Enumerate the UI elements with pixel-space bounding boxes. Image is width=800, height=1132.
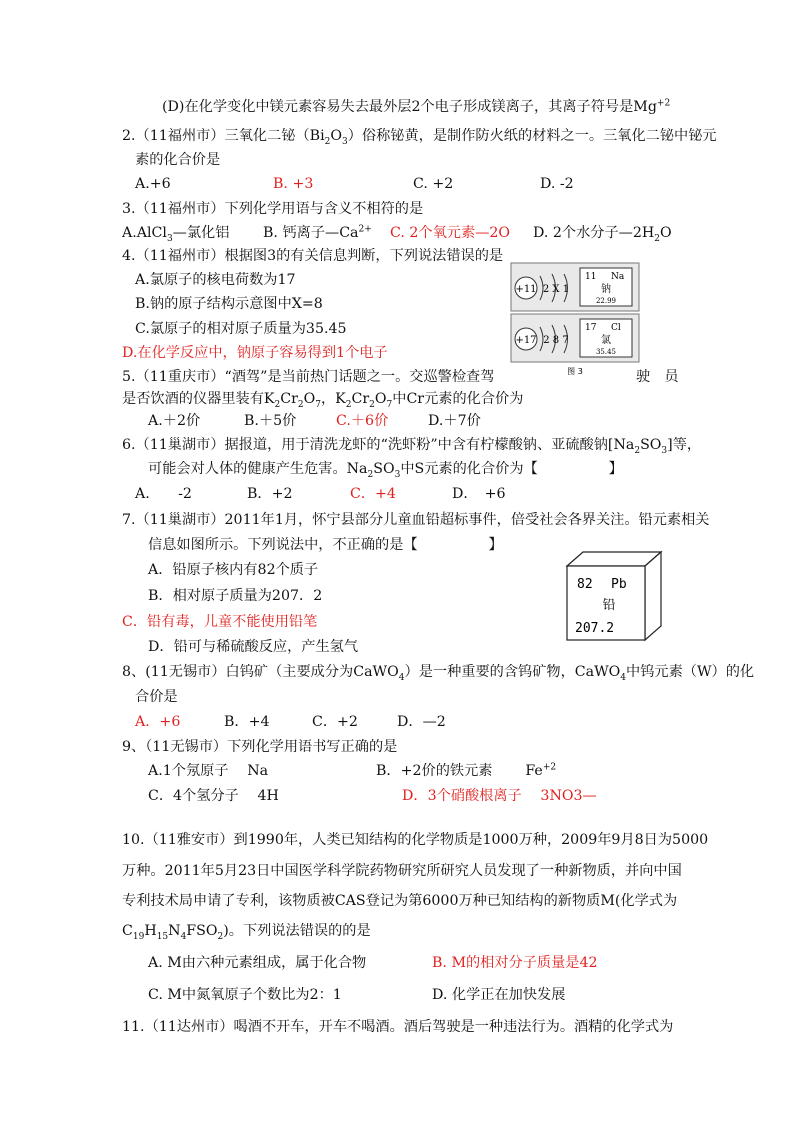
cl-shells: 2 8 7 xyxy=(543,335,569,346)
q7-option-d: D．铅可与稀硫酸反应，产生氢气 xyxy=(148,639,359,655)
q4-stem: 4.（11福州市）根据图3的有关信息判断，下列说法错误的是 xyxy=(122,248,504,264)
na-mass: 22.99 xyxy=(595,297,617,305)
q8-stem-line1: 8、(11无锡市）白钨矿（主要成分为CaWO$_4$）是一种重要的含钨矿物，CaWO$_4$中钨元素（W）的化 xyxy=(122,664,755,683)
q8-option-d: D．—2 xyxy=(397,714,446,730)
q7-option-c: C．铅有毒，儿童不能使用铅笔 xyxy=(122,614,318,630)
q9-option-c: C．4个氢分子 4H xyxy=(148,788,279,804)
q3-option-d: D. 2个水分子$—2H_2O$ xyxy=(533,225,672,244)
na-symbol: Na xyxy=(611,272,625,282)
q9-stem: 9、（11无锡市）下列化学用语书写正确的是 xyxy=(122,739,398,755)
q1-option-d: (D)在化学变化中镁元素容易失去最外层2个电子形成镁离子，其离子符号是$Mg^{+2}$ xyxy=(162,98,671,115)
q3-option-b: B. 钙离子$—Ca^{2+}$ xyxy=(263,224,372,241)
q6-option-c: C．+4 xyxy=(350,486,396,502)
q6-option-b: B．+2 xyxy=(247,486,293,502)
figure-caption: 图 3 xyxy=(567,367,583,376)
cl-name: 氯 xyxy=(601,335,611,346)
cl-symbol: Cl xyxy=(611,323,621,333)
na-nucleus: +11 xyxy=(515,284,537,295)
q9-option-a: A.1个氖原子 Na xyxy=(148,763,269,779)
pb-name: 铅 xyxy=(602,598,616,613)
q10-stem-line1: 10.（11雅安市）到1990年，人类已知结构的化学物质是1000万种，2009年9月8日为5000 xyxy=(122,832,709,848)
q4-option-a: A.氯原子的核电荷数为17 xyxy=(135,272,296,288)
q10-option-d: D. 化学正在加快发展 xyxy=(432,987,566,1003)
q2-option-a: A.+6 xyxy=(135,176,171,192)
q10-option-a: A. M由六种元素组成，属于化合物 xyxy=(148,955,367,971)
q5-option-d: D.＋7价 xyxy=(428,413,481,429)
na-number: 11 xyxy=(585,272,597,282)
na-name: 钠 xyxy=(601,284,611,295)
q11-stem-line1: 11.（11达州市）喝酒不开车，开车不喝酒。酒后驾驶是一种违法行为。酒精的化学式为 xyxy=(122,1019,674,1035)
q4-option-d: D.在化学反应中，钠原子容易得到1个电子 xyxy=(122,345,388,361)
q2-option-d: D. -2 xyxy=(540,176,574,192)
q8-option-b: B．+4 xyxy=(224,714,270,730)
pb-symbol: Pb xyxy=(611,577,627,592)
q8-option-a: A．+6 xyxy=(135,714,181,730)
q5-stem-line2: 是否饮酒的仪器里装有$K_2Cr_2O_7$，$K_2Cr_2O_7$中Cr元素的化合价为 xyxy=(122,391,524,410)
q6-option-d: D． +6 xyxy=(452,486,506,502)
q9-option-b: B．+2价的铁元素 $Fe^{+2}$ xyxy=(376,762,557,779)
q10-option-c: C. M中氮氧原子个数比为2：1 xyxy=(148,987,342,1003)
q7-stem-line2: 信息如图所示。下列说法中，不正确的是【 】 xyxy=(148,537,503,553)
cl-number: 17 xyxy=(585,323,597,333)
q5-stem-line1: 5.（11重庆市）“酒驾”是当前热门话题之一。交巡警检查驾 xyxy=(122,369,495,385)
q6-option-a: A. -2 xyxy=(135,486,192,502)
q5-option-c: C.＋6价 xyxy=(336,413,389,429)
q8-option-c: C．+2 xyxy=(312,714,358,730)
lead-element-box xyxy=(565,550,665,642)
q3-option-a: A.AlCl$_3$—氯化铝 xyxy=(122,225,230,244)
na-shells: 2 X 1 xyxy=(542,284,570,295)
cl-mass: 35.45 xyxy=(595,348,617,356)
pb-mass: 207.2 xyxy=(575,621,615,636)
q5-stem-line1-tail: 驶 员 xyxy=(636,369,679,385)
pb-number: 82 xyxy=(577,577,593,592)
q10-stem-line2: 万种。2011年5月23日中国医学科学院药物研究所研究人员发现了一种新物质，并向中国 xyxy=(122,863,682,879)
q9-option-d: D．3个硝酸根离子 3NO3— xyxy=(402,788,597,804)
q4-option-c: C.氯原子的相对原子质量为35.45 xyxy=(135,321,347,337)
q10-stem-line3: 专利技术局申请了专利，该物质被CAS登记为第6000万种已知结构的新物质M(化学式为 xyxy=(122,893,678,909)
q6-stem-line1: 6.（11巢湖市）据报道，用于清洗龙虾的“洗虾粉”中含有柠檬酸钠、亚硫酸钠$[Na_2SO_3]$等， xyxy=(122,437,702,456)
q7-stem-line1: 7.（11巢湖市）2011年1月，怀宁县部分儿童血铅超标事件，倍受社会各界关注。铅元素相关 xyxy=(122,512,710,528)
q3-option-c: C. 2个氧元素—2O xyxy=(390,225,510,241)
q4-option-b: B.钠的原子结构示意图中X=8 xyxy=(135,296,323,312)
q10-stem-line4: $C_{19}H_{15}N_4FSO_2$)。下列说法错误的的是 xyxy=(122,923,371,942)
q3-stem: 3.（11福州市）下列化学用语与含义不相符的是 xyxy=(122,201,424,217)
q8-stem-line2: 合价是 xyxy=(135,689,178,705)
q2-option-b: B. +3 xyxy=(273,176,314,192)
q5-option-a: A.＋2价 xyxy=(148,413,201,429)
q7-option-b: B．相对原子质量为207．2 xyxy=(148,588,323,604)
q2-stem-line1: 2.（11福州市）三氧化二铋$(Bi_2O_3)$俗称铋黄，是制作防火纸的材料之一。三氧化二铋中铋元 xyxy=(122,128,717,147)
figure-3-atom-diagram xyxy=(510,262,640,378)
q10-option-b: B. M的相对分子质量是42 xyxy=(432,955,598,971)
q2-stem-line2: 素的化合价是 xyxy=(135,152,221,168)
q5-option-b: B.＋5价 xyxy=(244,413,297,429)
q7-option-a: A．铅原子核内有82个质子 xyxy=(148,562,319,578)
q2-option-c: C. +2 xyxy=(413,176,454,192)
cl-nucleus: +17 xyxy=(515,335,537,346)
q6-stem-line2: 可能会对人体的健康产生危害。$Na_2SO_3$中S元素的化合价为【 】 xyxy=(148,461,623,480)
